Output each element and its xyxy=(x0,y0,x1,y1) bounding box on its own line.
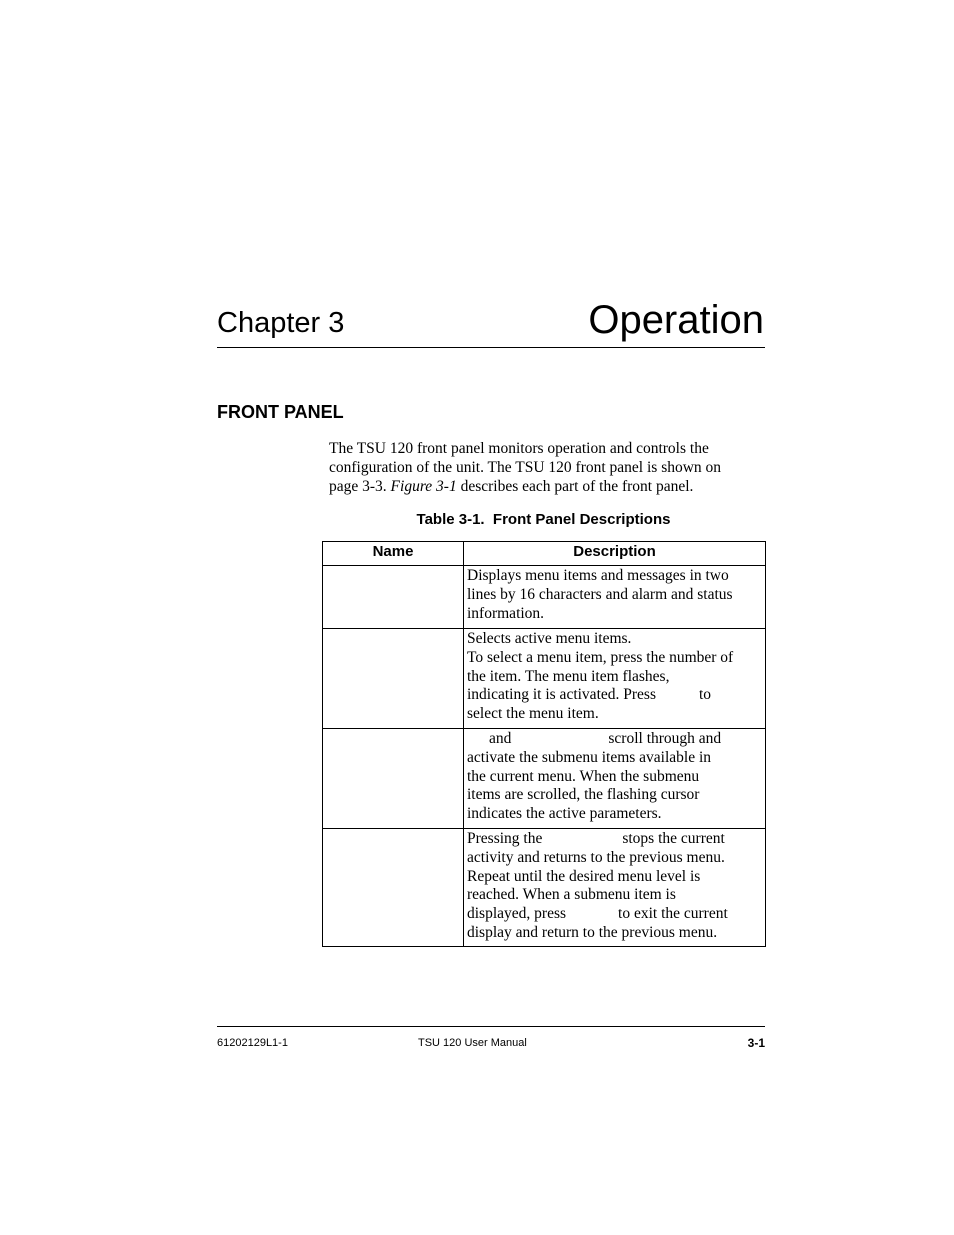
description-text: stops the current xyxy=(622,830,725,847)
description-line: indicates the active parameters. xyxy=(467,805,662,823)
footer-page-number: 3-1 xyxy=(747,1036,765,1050)
description-text: displayed, press xyxy=(467,905,567,923)
description-line: Selects active menu items. xyxy=(467,630,632,647)
description-line xyxy=(467,686,762,705)
description-text: to xyxy=(698,686,712,704)
footer-manual-title: TSU 120 User Manual xyxy=(418,1037,527,1049)
description-line: activate the submenu items available in xyxy=(467,748,712,766)
intro-paragraph xyxy=(329,439,765,496)
name-cell xyxy=(323,629,464,729)
description-line xyxy=(467,830,762,849)
chapter-title: Operation xyxy=(588,298,764,342)
table-caption: Table 3-1. Front Panel Descriptions xyxy=(416,511,671,528)
description-line: To select a menu item, press the number of xyxy=(467,648,734,666)
intro-text: describes each part of the front panel. xyxy=(456,478,694,495)
description-line: lines by 16 characters and alarm and status xyxy=(467,585,733,603)
description-line: reached. When a submenu item is xyxy=(467,886,676,904)
table-header-row xyxy=(323,542,766,566)
front-panel-table xyxy=(322,541,766,947)
intro-line: The TSU 120 front panel monitors operation and controls the xyxy=(329,440,709,457)
column-header-name: Name xyxy=(323,542,464,566)
table-row xyxy=(323,566,766,629)
section-heading: FRONT PANEL xyxy=(217,402,344,422)
description-line xyxy=(467,730,762,749)
table-row xyxy=(323,629,766,729)
description-line: information. xyxy=(467,604,545,622)
description-line: the item. The menu item flashes, xyxy=(467,667,670,685)
chapter-label: Chapter 3 xyxy=(217,307,345,339)
description-text: to exit the current xyxy=(618,905,728,923)
description-line xyxy=(467,905,762,924)
intro-line: configuration of the unit. The TSU 120 front panel is shown on xyxy=(329,459,722,476)
figure-reference: Figure 3-1 xyxy=(390,478,457,495)
name-cell xyxy=(323,729,464,829)
description-line: Repeat until the desired menu level is xyxy=(467,867,701,885)
name-cell xyxy=(323,566,464,629)
description-text: and xyxy=(489,730,512,747)
table-row xyxy=(323,829,766,947)
description-line: Displays menu items and messages in two xyxy=(467,567,729,584)
intro-text: page 3-3. xyxy=(329,478,391,495)
description-text: Pressing the xyxy=(467,830,543,847)
description-cell xyxy=(464,566,766,629)
description-line: items are scrolled, the flashing cursor xyxy=(467,786,700,804)
description-text: indicating it is activated. Press xyxy=(467,686,656,704)
chapter-divider xyxy=(217,347,765,348)
description-line: activity and returns to the previous menu. xyxy=(467,848,725,866)
intro-line xyxy=(329,477,765,496)
description-cell xyxy=(464,629,766,729)
name-cell xyxy=(323,829,464,947)
footer-divider xyxy=(217,1026,765,1027)
description-text: scroll through and xyxy=(608,730,722,747)
description-cell xyxy=(464,829,766,947)
description-line: the current menu. When the submenu xyxy=(467,767,700,785)
description-cell xyxy=(464,729,766,829)
description-line: display and return to the previous menu. xyxy=(467,923,718,941)
footer-doc-number: 61202129L1-1 xyxy=(217,1037,288,1049)
table-row xyxy=(323,729,766,829)
description-line: select the menu item. xyxy=(467,705,599,723)
column-header-description: Description xyxy=(464,542,766,566)
